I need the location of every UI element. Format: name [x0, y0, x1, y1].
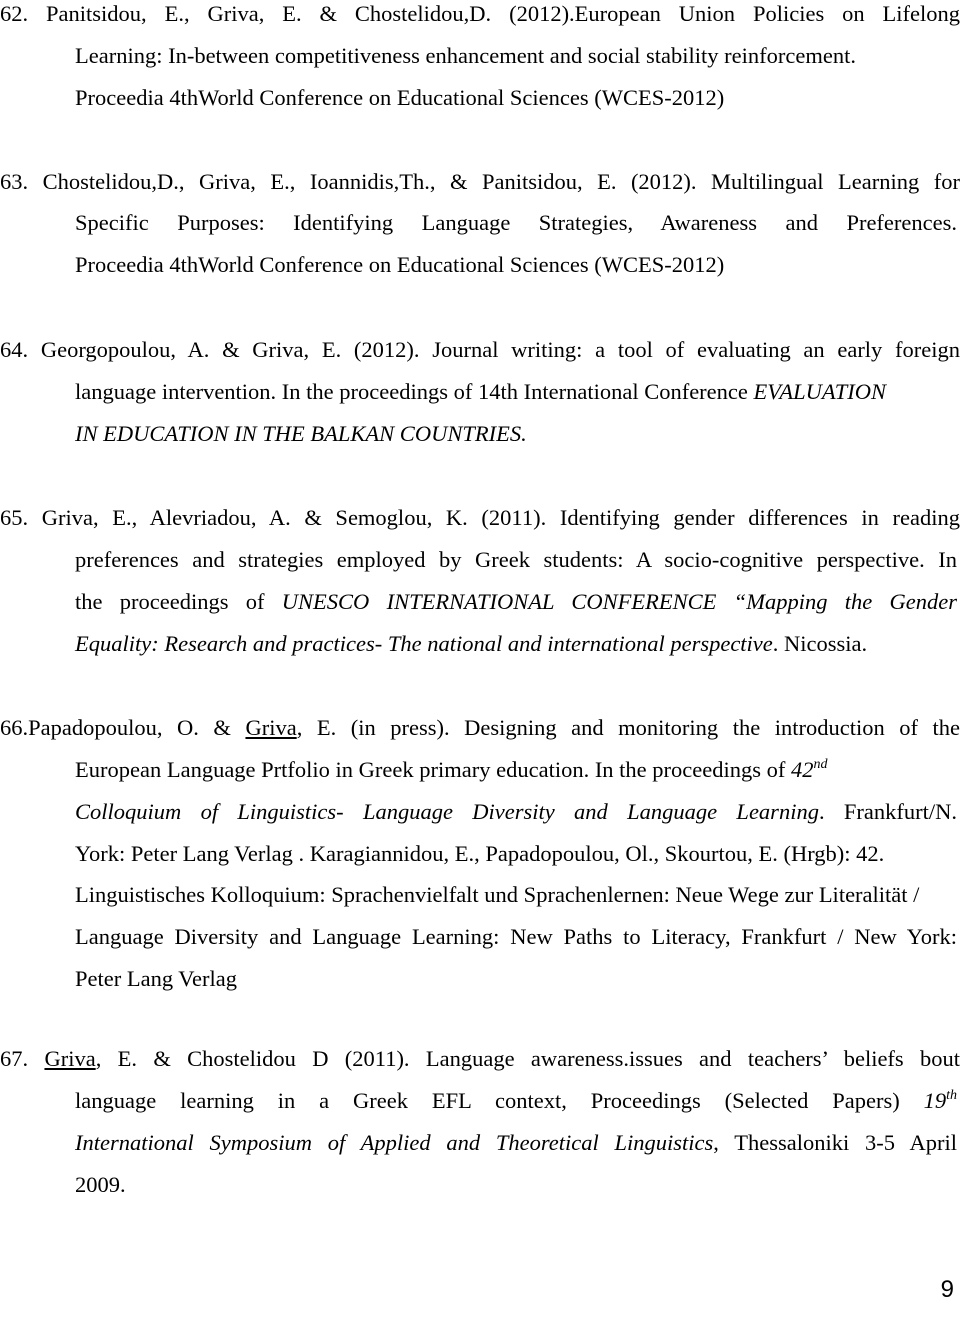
reference-63-line-3: Proceedia 4thWorld Conference on Educational Sciences (WCES-2012) — [75, 252, 725, 277]
reference-64-line-3 — [75, 423, 527, 446]
reference-66-line-6: Language Diversity and Language Learning: New Paths to Literacy, Frankfurt / New York: — [75, 924, 957, 949]
reference-64-conference-title-cont: IN EDUCATION IN THE BALKAN COUNTRIES. — [75, 421, 527, 446]
reference-67-underlined-author: Griva — [44, 1046, 96, 1071]
reference-64-line-1: 64. Georgopoulou, A. & Griva, E. (2012). Journal writing: a tool of evaluating an early foreign — [0, 337, 960, 362]
reference-65-line-3 — [75, 591, 957, 614]
reference-67-line-3-text: , Thessaloniki 3-5 April — [713, 1130, 957, 1155]
reference-64-conference-title: EVALUATION — [753, 379, 887, 404]
reference-65-line-3-text: the proceedings of — [75, 589, 282, 614]
reference-67-line-1-b: , E. & Chostelidou D (2011). Language awareness.issues and teachers’ beliefs bout — [95, 1046, 960, 1071]
reference-62-line-2: Learning: In-between competitiveness enhancement and social stability reinforcement. — [75, 43, 856, 68]
reference-65-line-4-text: . Nicossia. — [772, 631, 868, 656]
reference-64-line-2-text: language intervention. In the proceedings of 14th International Conference — [75, 379, 754, 404]
reference-65-conference-title: UNESCO INTERNATIONAL CONFERENCE “Mapping the Gender — [281, 589, 957, 614]
reference-66-line-5: Linguistisches Kolloquium: Sprachenvielfalt und Sprachenlernen: Neue Wege zur Literalität / — [75, 882, 920, 907]
reference-66-line-2 — [75, 759, 828, 782]
reference-66-ordinal-suffix: nd — [813, 757, 828, 772]
reference-67-line-1-a: 67. — [0, 1046, 45, 1071]
reference-63-line-2: Specific Purposes: Identifying Language Strategies, Awareness and Preferences. — [75, 210, 957, 235]
reference-66-underlined-author: Griva — [245, 715, 297, 740]
reference-66-line-1 — [0, 717, 960, 740]
reference-67-line-2-text: language learning in a Greek EFL context, Proceedings (Selected Papers) — [75, 1088, 924, 1113]
reference-67-symposium-title: International Symposium of Applied and Theoretical Linguistics — [75, 1130, 714, 1155]
reference-67-line-3 — [75, 1132, 957, 1155]
reference-65-line-4 — [75, 633, 867, 656]
reference-67-line-2 — [75, 1090, 957, 1113]
reference-66-line-1-a: 66.Papadopoulou, O. & — [0, 715, 246, 740]
reference-67-ordinal-suffix: th — [946, 1088, 957, 1103]
reference-66-line-1-b: , E. (in press). Designing and monitoring the introduction of the — [296, 715, 960, 740]
reference-67-line-1 — [0, 1048, 960, 1071]
reference-63-line-1: 63. Chostelidou,D., Griva, E., Ioannidis,Th., & Panitsidou, E. (2012). Multilingual Learning for — [0, 169, 960, 194]
reference-66-colloquium-title: Colloquium of Linguistics- Language Diversity and Language Learning — [75, 799, 819, 824]
reference-65-line-1: 65. Griva, E., Alevriadou, A. & Semoglou, K. (2011). Identifying gender differences in reading — [0, 505, 960, 530]
reference-62-line-3: Proceedia 4thWorld Conference on Educational Sciences (WCES-2012) — [75, 85, 725, 110]
reference-66-line-2-text: European Language Prtfolio in Greek primary education. In the proceedings of — [75, 757, 792, 782]
reference-67-ordinal-wrap — [924, 1088, 957, 1113]
reference-64-line-2 — [75, 381, 886, 404]
reference-66-line-4: York: Peter Lang Verlag . Karagiannidou, E., Papadopoulou, Ol., Skourtou, E. (Hrgb): 42. — [75, 841, 885, 866]
reference-67-ordinal: 19 — [923, 1088, 947, 1113]
reference-67-line-4: 2009. — [75, 1172, 126, 1197]
reference-65-conference-title-cont: Equality: Research and practices- The national and international perspective — [75, 631, 773, 656]
reference-66-line-7: Peter Lang Verlag — [75, 966, 238, 991]
reference-66-line-3-text: . Frankfurt/N. — [818, 799, 957, 824]
page-number: 9 — [940, 1276, 954, 1303]
reference-62-line-1: 62. Panitsidou, E., Griva, E. & Chostelidou,D. (2012).European Union Policies on Lifelong — [0, 1, 960, 26]
reference-65-line-2: preferences and strategies employed by Greek students: A socio-cognitive perspective. In — [75, 547, 957, 572]
reference-66-ordinal: 42 — [791, 757, 814, 782]
reference-66-line-3 — [75, 801, 957, 824]
